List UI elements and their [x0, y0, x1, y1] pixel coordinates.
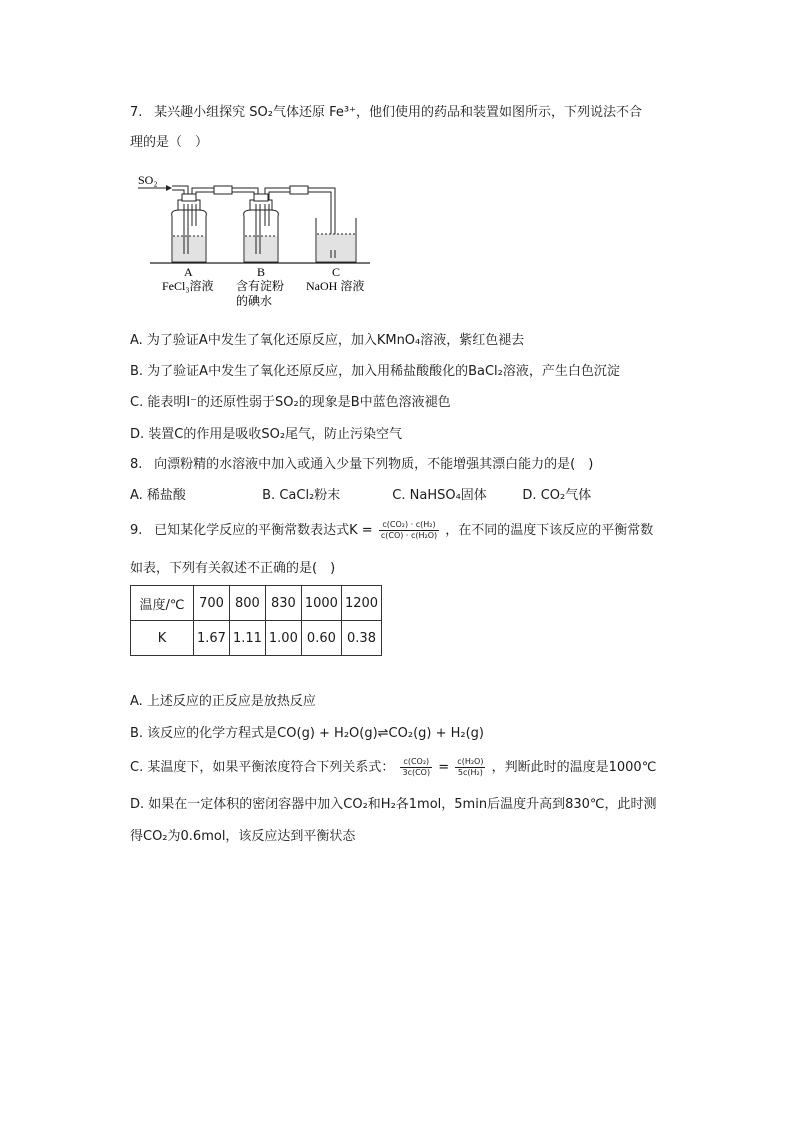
- q9-option-a: A. 上述反应的正反应是放热反应: [130, 694, 316, 709]
- table-cell: 700: [194, 586, 230, 621]
- q9-stem-line2: 如表，下列有关叙述不正确的是( ): [130, 561, 336, 576]
- table-cell: 800: [229, 586, 265, 621]
- bottle-b: [244, 194, 279, 262]
- q9-option-c-pre: C. 某温度下，如果平衡浓度符合下列关系式：: [130, 760, 395, 775]
- q9-k-numerator: c(CO₂) · c(H₂): [379, 520, 439, 531]
- q9-option-c: [130, 757, 656, 778]
- label-b-solution-line2: 的碘水: [236, 294, 273, 308]
- label-a-solution: FeCl₃溶液: [162, 279, 214, 293]
- table-cell: 1.11: [229, 621, 265, 656]
- q9-stem-post: ，在不同的温度下该反应的平衡常数: [445, 523, 654, 538]
- q9-stem-line1: [130, 520, 653, 541]
- q8-options: [130, 487, 591, 505]
- label-c-solution: NaOH 溶液: [306, 279, 365, 293]
- q8-option-a: A. 稀盐酸: [130, 488, 186, 503]
- table-cell: 1.00: [265, 621, 301, 656]
- table-row: [131, 586, 382, 621]
- table-cell: 1200: [341, 586, 381, 621]
- q8-option-c: C. NaHSO₄固体: [392, 488, 487, 503]
- q9-option-c-fraction-2: [455, 757, 485, 778]
- fraction-numerator: c(H₂O): [457, 757, 484, 766]
- q9-stem-pre: 已知某化学反应的平衡常数表达式K =: [154, 523, 373, 538]
- q8-stem-text: 向漂粉精的水溶液中加入或通入少量下列物质，不能增强其漂白能力的是( ): [154, 457, 594, 472]
- table-cell: 830: [265, 586, 301, 621]
- table-cell: K: [131, 621, 194, 656]
- q7-option-d: D. 装置C的作用是吸收SO₂尾气，防止污染空气: [130, 427, 403, 442]
- q8-option-b: B. CaCl₂粉末: [262, 488, 341, 503]
- q7-option-a: A. 为了验证A中发生了氧化还原反应，加入KMnO₄溶液，紫红色褪去: [130, 333, 525, 348]
- fraction-denominator: 5c(H₂): [457, 768, 483, 777]
- fraction-numerator: c(CO₂): [400, 757, 432, 768]
- q9-k-expression: [379, 520, 439, 541]
- table-cell: 1.67: [194, 621, 230, 656]
- q9-equilibrium-table: [130, 585, 382, 656]
- q9-k-denominator: c(CO) · c(H₂O): [380, 531, 438, 540]
- table-row: [131, 621, 382, 656]
- gas-label: SO₂: [138, 173, 158, 187]
- q8-option-d: D. CO₂气体: [522, 488, 592, 503]
- rubber-joint-2: [290, 186, 308, 194]
- label-b: B: [257, 265, 266, 279]
- label-c: C: [332, 265, 341, 279]
- q7-stem-line1: [130, 104, 642, 122]
- label-b-solution-line1: 含有淀粉: [236, 279, 285, 293]
- table-cell: 1000: [301, 586, 341, 621]
- fraction-denominator: 3c(CO): [402, 768, 431, 777]
- label-a: A: [184, 265, 193, 279]
- q7-option-c: C. 能表明I⁻的还原性弱于SO₂的现象是B中蓝色溶液褪色: [130, 395, 451, 410]
- q7-number: 7.: [130, 105, 143, 120]
- table-cell: 温度/℃: [131, 586, 194, 621]
- q9-option-b: B. 该反应的化学方程式是CO(g) + H₂O(g)⇌CO₂(g) + H₂(g): [130, 726, 485, 741]
- gas-arrow-head: [166, 185, 172, 191]
- q9-option-c-equals: =: [438, 760, 450, 775]
- bottle-a: [172, 194, 207, 262]
- beaker-c: [316, 218, 356, 262]
- q7-apparatus-figure: [130, 168, 380, 318]
- q7-option-b: B. 为了验证A中发生了氧化还原反应，加入用稀盐酸酸化的BaCl₂溶液，产生白色沉淀: [130, 364, 620, 379]
- q9-number: 9.: [130, 523, 143, 538]
- rubber-joint-1: [214, 186, 232, 194]
- table-cell: 0.38: [341, 621, 381, 656]
- q9-option-d-line2: 得CO₂为0.6mol，该反应达到平衡状态: [130, 829, 356, 844]
- q9-option-d-line1: D. 如果在一定体积的密闭容器中加入CO₂和H₂各1mol，5min后温度升高到830℃，此时测: [130, 797, 657, 812]
- q8-stem: [130, 456, 593, 474]
- q9-option-c-fraction-1: [400, 757, 432, 778]
- q7-stem-line2: 理的是（ ）: [130, 135, 209, 150]
- table-cell: 0.60: [301, 621, 341, 656]
- q7-stem-text: 某兴趣小组探究 SO₂气体还原 Fe³⁺，他们使用的药品和装置如图所示，下列说法不合: [154, 105, 642, 120]
- q9-option-c-post: ，判断此时的温度是1000℃: [491, 760, 657, 775]
- q8-number: 8.: [130, 457, 143, 472]
